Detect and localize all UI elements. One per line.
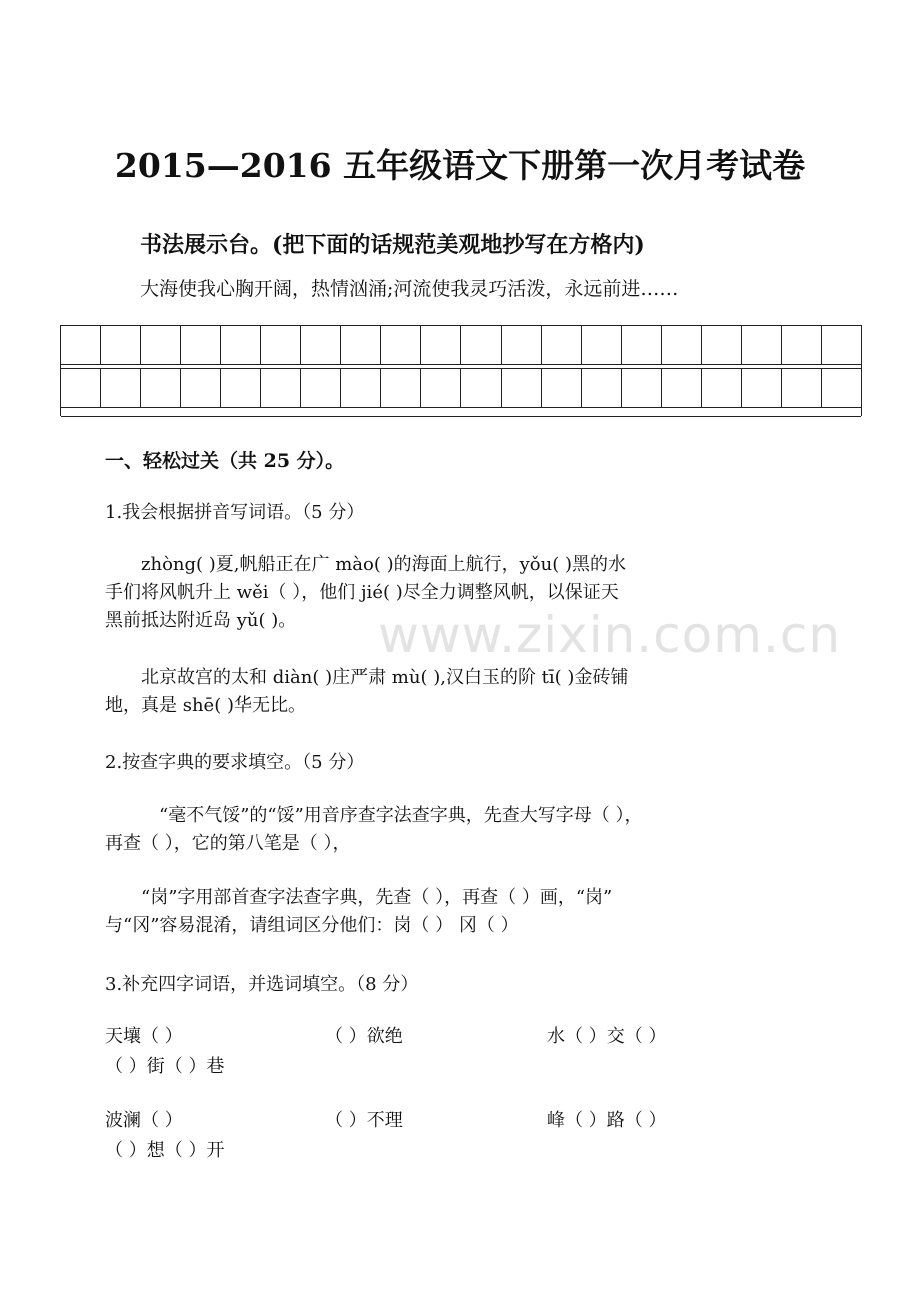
writing-cell [822,326,861,364]
writing-cell [702,326,742,364]
writing-cell [181,326,221,364]
writing-cell [542,326,582,364]
writing-cell [742,326,782,364]
writing-cell [261,326,301,364]
writing-cell [421,369,461,407]
writing-cell [662,369,702,407]
idiom-blank: 波澜（ ） [105,1110,183,1131]
writing-cell [221,369,261,407]
writing-cell [782,369,822,407]
calligraphy-passage: 大海使我心胸开阔，热情汹涌;河流使我灵巧活泼，永远前进…… [140,278,679,300]
writing-grid-row [61,368,861,408]
writing-cell [822,369,861,407]
idiom-blank: （ ）不理 [325,1110,403,1131]
writing-cell [381,369,421,407]
writing-cell [101,369,141,407]
writing-cell [502,326,542,364]
text-line: “岗”字用部首查字法查字典，先查（ ），再查（ ）画，“岗” [141,887,613,908]
writing-cell [381,326,421,364]
text-line: “毫不气馁”的“馁”用音序查字法查字典，先查大写字母（ ）， [159,805,643,826]
writing-cell [622,326,662,364]
text-line: 手们将风帆升上 wěi（ ），他们 jié( )尽全力调整风帆，以保证天 [105,582,619,603]
writing-cell [502,369,542,407]
text-line: 与“冈”容易混淆，请组词区分他们：岗（ ） 冈（ ） [105,915,519,936]
question-1-paragraph-2 [105,664,817,720]
idiom-blank: 峰（ ）路（ ） [547,1110,667,1131]
writing-cell [221,326,261,364]
writing-cell [141,369,181,407]
writing-cell [301,326,341,364]
writing-grid [60,325,862,416]
grid-bottom-band [61,407,861,417]
question-1-label: 1.我会根据拼音写词语。（5 分） [105,502,365,523]
calligraphy-heading: 书法展示台。(把下面的话规范美观地抄写在方格内) [140,232,645,258]
writing-cell [261,369,301,407]
text-line: zhòng( )夏,帆船正在广 mào( )的海面上航行，yǒu( )黑的水 [141,554,627,575]
writing-cell [582,369,622,407]
idiom-blank: 天壤（ ） [105,1026,183,1047]
writing-cell [702,369,742,407]
writing-cell [421,326,461,364]
question-2-paragraph-1 [105,802,817,858]
text-line: 地，真是 shē( )华无比。 [105,695,306,716]
writing-cell [301,369,341,407]
question-2-label: 2.按查字典的要求填空。（5 分） [105,752,365,773]
idiom-blank: （ ）街（ ）巷 [105,1056,225,1077]
writing-cell [181,369,221,407]
text-line: 再查（ ），它的第八笔是（ ）， [105,833,351,854]
question-3-label: 3.补充四字词语，并选词填空。（8 分） [105,974,419,995]
text-line: 黑前抵达附近岛 yǔ( )。 [105,610,297,631]
writing-grid-row [61,325,861,365]
writing-cell [341,369,381,407]
writing-cell [782,326,822,364]
writing-cell [461,369,501,407]
writing-cell [341,326,381,364]
writing-cell [742,369,782,407]
writing-cell [662,326,702,364]
writing-cell [461,326,501,364]
writing-cell [61,369,101,407]
text-line: 北京故宫的太和 diàn( )庄严肃 mù( ),汉白玉的阶 tī( )金砖铺 [141,667,629,688]
writing-cell [542,369,582,407]
idiom-blank: （ ）欲绝 [325,1026,403,1047]
writing-cell [582,326,622,364]
writing-cell [101,326,141,364]
idiom-blank: （ ）想（ ）开 [105,1140,225,1161]
writing-cell [61,326,101,364]
idiom-blank: 水（ ）交（ ） [547,1026,667,1047]
watermark: www.zixin.com.cn [378,606,842,664]
part-one-heading: 一、轻松过关（共 25 分）。 [105,450,345,472]
writing-cell [622,369,662,407]
page-title: 2015—2016 五年级语文下册第一次月考试卷 [114,146,806,185]
question-2-paragraph-2 [105,884,817,940]
writing-cell [141,326,181,364]
